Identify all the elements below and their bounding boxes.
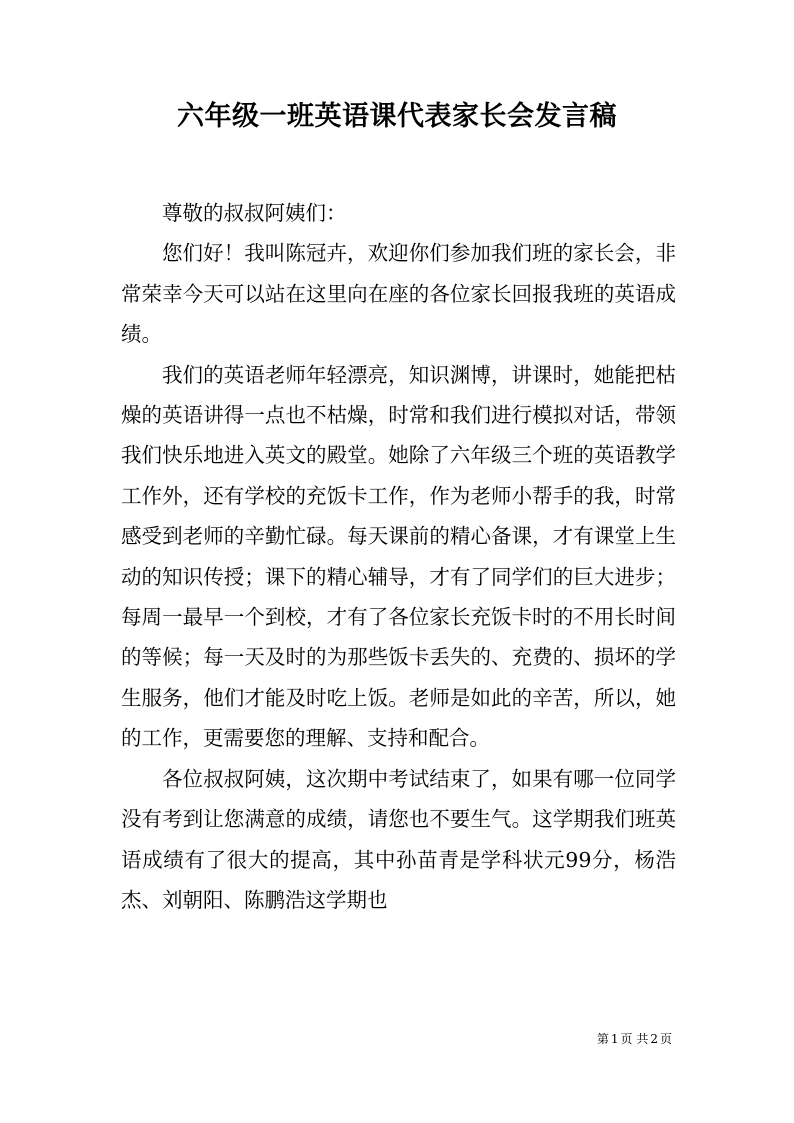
page-total: 2 (650, 1032, 658, 1046)
teacher-paragraph: 我们的英语老师年轻漂亮，知识渊博，讲课时，她能把枯燥的英语讲得一点也不枯燥，时常和我们进行模拟对话，带领我们快乐地进入英文的殿堂。她除了六年级三个班的英语教学工作外，还有学校的充饭卡工作，作为老师小帮手的我，时常感受到老师的辛勤忙碌。每天课前的精心备课，才有课堂上生动的知识传授；课下的精心辅导，才有了同学们的巨大进步；每周一最早一个到校，才有了各位家长充饭卡时的不用长时间的等候；每一天及时的为那些饭卡丢失的、充费的、损坏的学生服务，他们才能及时吃上饭。老师是如此的辛苦，所以，她的工作，更需要您的理解、支持和配合。 (121, 362, 676, 751)
page-current: 1 (610, 1032, 619, 1046)
page-suffix: 页 (659, 1032, 672, 1046)
exam-paragraph: 各位叔叔阿姨，这次期中考试结束了，如果有哪一位同学没有考到让您满意的成绩，请您也不要生气。这学期我们班英语成绩有了很大的提高，其中孙苗青是学科状元99分，杨浩杰、刘朝阳、陈鹏浩这学期也 (121, 766, 676, 912)
page-mid: 页 共 (620, 1032, 649, 1046)
greeting-paragraph: 您们好！我叫陈冠卉，欢迎你们参加我们班的家长会，非常荣幸今天可以站在这里向在座的各位家长回报我班的英语成绩。 (121, 241, 676, 347)
salutation-paragraph: 尊敬的叔叔阿姨们： (162, 201, 347, 225)
document-title: 六年级一班英语课代表家长会发言稿 (177, 101, 617, 132)
page-number-footer (596, 1031, 673, 1047)
document-body (121, 193, 676, 920)
page-prefix: 第 (596, 1032, 609, 1046)
